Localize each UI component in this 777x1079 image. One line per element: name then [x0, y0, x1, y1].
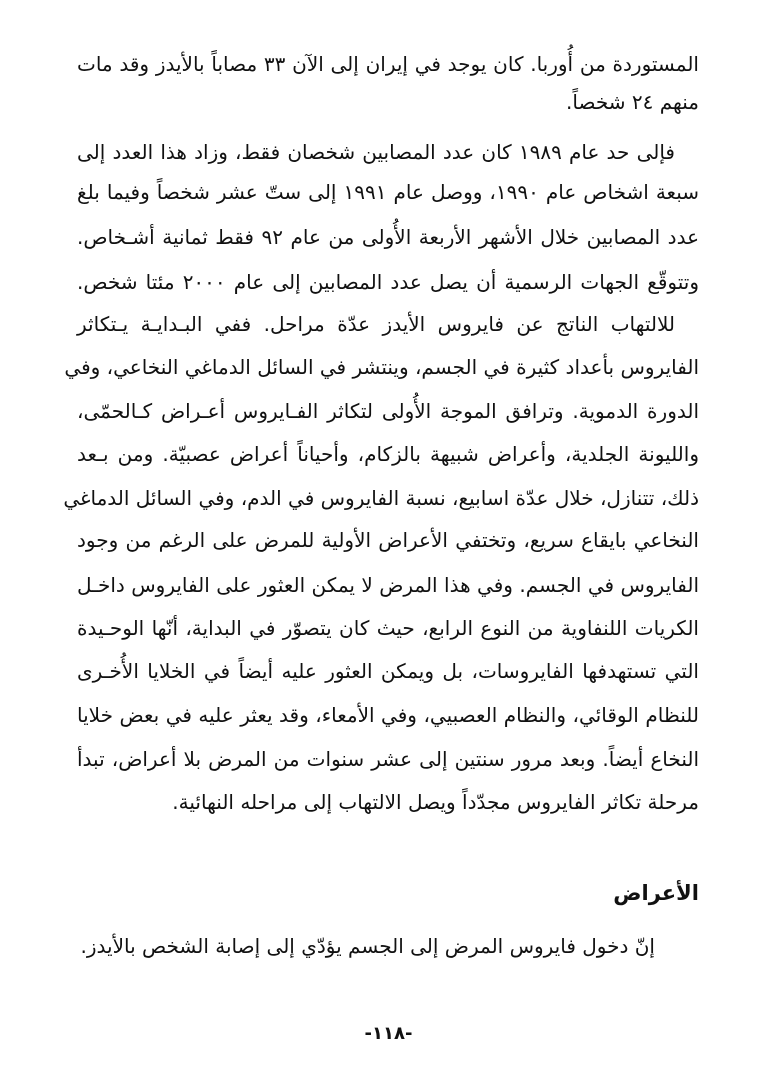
text-line: الفايروس بأعداد كثيرة في الجسم، وينتشر في السائل الدماغي النخاعي، وفي	[64, 355, 699, 379]
text-line: ذلك، تتنازل، خلال عدّة اسابيع، نسبة الفايروس في الدم، وفي السائل الدماغي	[63, 486, 699, 510]
text-line: الدورة الدموية. وترافق الموجة الأُولى لتكاثر الفـايروس أعـراض كـالحمّى،	[77, 399, 699, 423]
text-line: النخاعي بايقاع سريع، وتختفي الأعراض الأولية للمرض على الرغم من وجود	[77, 528, 699, 552]
text-line: للالتهاب الناتج عن فايروس الأيدز عدّة مراحل. ففي البـدايـة يـتكاثر	[77, 312, 675, 336]
closing-line: إنّ دخول فايروس المرض إلى الجسم يؤدّي إلى إصابة الشخص بالأيدز.	[80, 934, 655, 958]
text-line: وتتوقّع الجهات الرسمية أن يصل عدد المصابين إلى عام ٢٠٠٠ مئتا شخص.	[77, 270, 699, 294]
text-line: الفايروس في الجسم. وفي هذا المرض لا يمكن العثور على الفايروس داخـل	[77, 573, 699, 597]
text-line: فإلى حد عام ١٩٨٩ كان عدد المصابين شخصان فقط، وزاد هذا العدد إلى	[77, 140, 675, 164]
text-line: الكريات اللنفاوية من النوع الرابع، حيث كان يتصوّر في البداية، أنّها الوحـيدة	[77, 616, 699, 640]
text-line: النخاع أيضاً. وبعد مرور سنتين إلى عشر سنوات من المرض بلا أعراض، تبدأ	[77, 747, 699, 771]
text-line: مرحلة تكاثر الفايروس مجدّداً ويصل الالتهاب إلى مراحله النهائية.	[172, 790, 699, 814]
section-heading: الأعراض	[613, 881, 699, 905]
text-line: والليونة الجلدية، وأعراض شبيهة بالزكام، وأحياناً أعراض عصبيّة. ومن بـعد	[77, 442, 699, 466]
text-line: سبعة اشخاص عام ١٩٩٠، ووصل عام ١٩٩١ إلى ستّ عشر شخصاً وفيما بلغ	[77, 180, 699, 204]
text-line: عدد المصابين خلال الأشهر الأربعة الأُولى من عام ٩٢ فقط ثمانية أشـخاص.	[77, 225, 699, 249]
text-line: المستوردة من أُوربا. كان يوجد في إيران إلى الآن ٣٣ مصاباً بالأيدز وقد مات	[77, 52, 699, 76]
text-line: منهم ٢٤ شخصاً.	[566, 90, 699, 114]
text-line: للنظام الوقائي، والنظام العصبيي، وفي الأمعاء، وقد يعثر عليه في بعض خلايا	[77, 703, 699, 727]
text-line: التي تستهدفها الفايروسات، بل ويمكن العثور عليه أيضاً في الخلايا الأُخـرى	[77, 659, 699, 683]
page-number: -١١٨-	[364, 1023, 413, 1044]
